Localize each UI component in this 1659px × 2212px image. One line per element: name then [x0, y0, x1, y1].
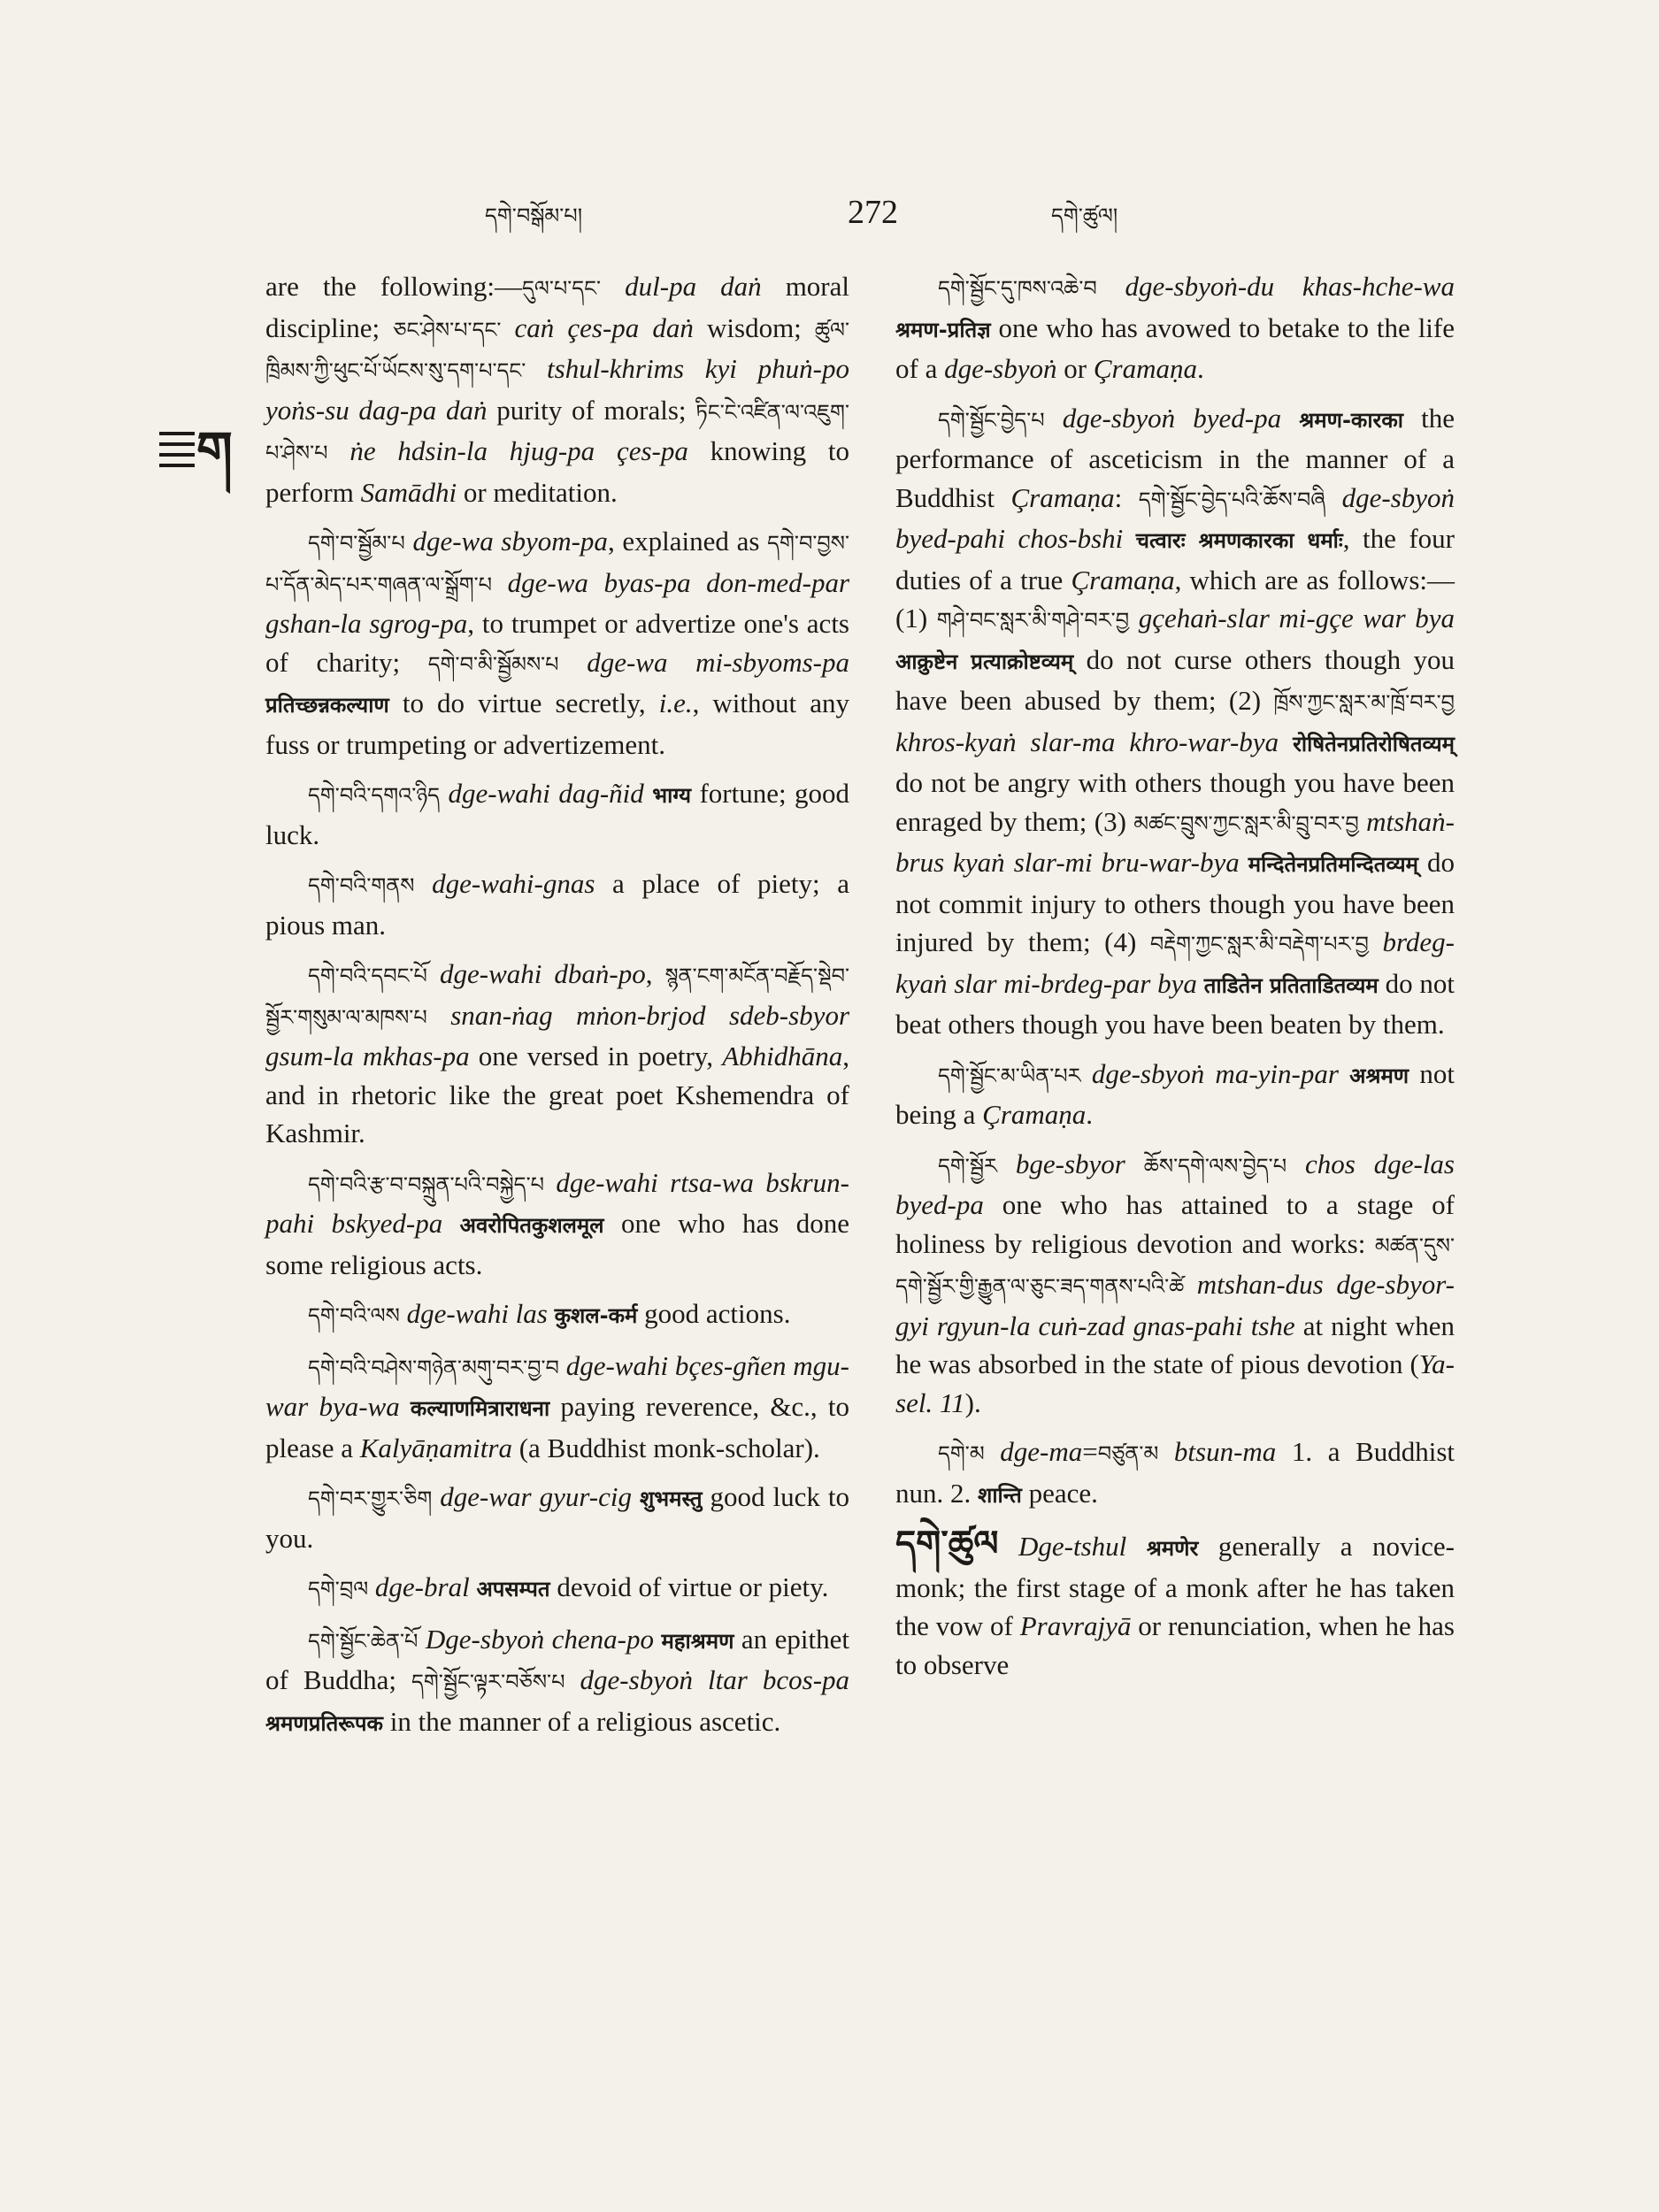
transliteration: dge-bral — [374, 1571, 470, 1602]
transliteration: dge-wa mi-sbyoms-pa — [587, 646, 850, 678]
definition-text — [432, 1481, 440, 1512]
transliteration: dge-wahi-gnas — [432, 868, 595, 899]
transliteration: btsun-ma — [1173, 1436, 1277, 1467]
tibetan-term: བཙུན་མ — [1097, 1441, 1159, 1466]
definition-text — [368, 1571, 375, 1602]
definition-text: . — [1196, 353, 1204, 384]
dictionary-entry — [265, 522, 849, 764]
definition-text: one who has attained to a stage of holiness by religious devotion and works: — [895, 1189, 1455, 1259]
definition-text — [440, 778, 448, 809]
transliteration: dge-wahi bçes-gñen mgu-war bya-wa — [265, 1349, 850, 1422]
definition-text — [1045, 403, 1063, 434]
tibetan-term: དགེ་མ — [938, 1441, 985, 1466]
definition-text: 1. a Buddhist nun. 2. — [895, 1436, 1455, 1509]
definition-text: do not be angry with others though you have been enraged by them; (3) — [895, 767, 1455, 837]
tibetan-term: ཅང་ཤེས་པ་དང་ — [393, 317, 502, 342]
transliteration: Dge-tshul — [1018, 1531, 1127, 1562]
transliteration: Çramaṇa — [1093, 353, 1197, 384]
definition-text: , the four duties of a true — [895, 523, 1455, 595]
transliteration: brdeg-kyaṅ slar mi-brdeg-par bya — [895, 926, 1455, 999]
tibetan-term: དགེ་བའི་གནས — [308, 873, 415, 898]
transliteration: Ya-sel. 11 — [895, 1348, 1455, 1418]
transliteration: dge-sbyoṅ ltar bcos-pa — [580, 1664, 850, 1695]
tibetan-term: མཚན་དུས་དགེ་སྦྱོར་གྱི་རྒྱུན་ལ་ཅུང་ཟད་གནས་པའི་ཚེ — [895, 1233, 1455, 1299]
tibetan-term: དགེ་སྦྱོང་མ་ཡིན་པར — [938, 1063, 1081, 1088]
sanskrit-term: कुशल-कर्म — [554, 1303, 638, 1328]
transliteration: dge-wahi las — [406, 1298, 548, 1329]
definition-text: devoid of virtue or piety. — [549, 1571, 829, 1602]
dictionary-entry — [265, 955, 849, 1153]
sanskrit-term: श्रमण-प्रतिज्ञ — [895, 317, 991, 342]
definition-text: , without any fuss or trumpeting or advertizement. — [265, 687, 849, 760]
margin-tibetan-letter: ག — [196, 420, 233, 480]
transliteration: dge-wa sbyom-pa — [412, 526, 608, 557]
definition-text — [1125, 1148, 1144, 1179]
transliteration: snan-ṅag mṅon-brjod sdeb-sbyor gsum-la mkhas-pa — [265, 999, 850, 1071]
definition-text: to do virtue secretly, — [388, 687, 659, 718]
tibetan-term: དགེ་བའི་རྩ་བ་བསྐྲུན་པའི་བསྐྱེད་པ — [308, 1171, 544, 1197]
transliteration: khros-kyaṅ slar-ma khro-war-bya — [895, 726, 1279, 757]
definition-text: generally a novice-monk; the first stage of a monk after he has taken the vow of — [895, 1531, 1455, 1641]
definition-text — [400, 1391, 411, 1422]
definition-text — [644, 778, 652, 809]
dictionary-entry — [895, 267, 1455, 388]
dictionary-entry — [895, 1145, 1455, 1423]
sanskrit-term: अवरोपितकुशलमूल — [459, 1213, 604, 1238]
transliteration: bge-sbyor — [1015, 1148, 1125, 1179]
sanskrit-term: आक्रुष्टेन प्रत्याक्रोष्टव्यम् — [895, 649, 1074, 674]
dictionary-entry — [265, 1294, 849, 1336]
definition-text — [1281, 403, 1299, 434]
tibetan-term: དགེ་བ་སྦྱོམ་པ — [308, 531, 405, 556]
sanskrit-term: रोषितेनप्रतिरोषितव्यम् — [1293, 731, 1455, 757]
transliteration: dge-war gyur-cig — [440, 1481, 632, 1512]
definition-text: in the manner of a religious ascetic. — [382, 1705, 781, 1737]
tibetan-term: བརྡེག་ཀྱང་སླར་མི་བརྡེག་པར་བྱ — [1149, 932, 1369, 956]
transliteration: gçehaṅ-slar mi-gçe war bya — [1138, 603, 1455, 634]
transliteration: dge-sbyoṅ ma-yin-par — [1091, 1057, 1339, 1089]
definition-text — [1325, 482, 1342, 513]
tibetan-term: དགེ་སྦྱོང་ལྟར་བཅོས་པ — [411, 1670, 565, 1694]
tibetan-term: དགེ་བྲལ — [308, 1577, 369, 1601]
definition-text — [601, 271, 625, 302]
left-column — [265, 267, 849, 1754]
definition-text: or renunciation, when he has to observe — [895, 1610, 1455, 1680]
dictionary-entry — [265, 1568, 849, 1609]
page-header — [0, 193, 1659, 246]
transliteration: ṅe hdsin-la hjug-pa çes-pa — [349, 435, 688, 466]
definition-text: , to trumpet or advertize one's acts of charity; — [265, 608, 849, 678]
tibetan-term: སྙན་ངག་མངོན་བརྗོད་སྡེབ་སྦྱོར་གསུམ་ལ་མཁས་པ — [265, 964, 850, 1030]
definition-text — [1279, 726, 1293, 757]
definition-text: ). — [964, 1386, 981, 1418]
tibetan-term: དགེ་བའི་དགའ་ཉིད — [308, 783, 441, 808]
dictionary-entry — [265, 774, 849, 854]
definition-text: one versed in poetry, — [469, 1041, 723, 1071]
definition-text: an epithet of Buddha; — [265, 1623, 849, 1695]
tibetan-term: དགེ་སྦྱོང་ཆེན་པོ — [308, 1628, 419, 1654]
definition-text — [501, 312, 514, 343]
tibetan-term: དགེ་སྦྱོང་བྱེད་པ — [938, 407, 1045, 433]
dictionary-entry — [265, 1620, 849, 1744]
definition-text — [1359, 806, 1366, 837]
definition-text: , explained as — [607, 526, 768, 557]
definition-text: moral discipline; — [265, 271, 850, 343]
tibetan-term: གཤེ་བང་སླར་མི་གཤེ་བར་བྱ — [936, 608, 1130, 633]
definition-text — [1240, 847, 1248, 878]
definition-text: or — [1056, 353, 1094, 384]
definition-text: the performance of asceticism in the manner of a Buddhist — [895, 402, 1455, 513]
definition-text — [400, 1298, 407, 1329]
definition-text: do not commit injury to others though you have been injured by them; (4) — [895, 847, 1455, 957]
definition-text: knowing to perform — [265, 435, 850, 508]
tibetan-term: དུལ་པ་དང་ — [521, 276, 602, 301]
sanskrit-term: भाग्य — [652, 783, 691, 808]
definition-text: . — [1086, 1099, 1094, 1130]
right-column — [895, 267, 1455, 1694]
tibetan-term: དགེ་བའི་དབང་པོ — [308, 964, 427, 988]
sanskrit-term: शान्ति — [978, 1482, 1022, 1508]
definition-text — [1184, 1269, 1197, 1300]
sanskrit-term: शुभमस्तु — [639, 1486, 703, 1511]
dictionary-entry — [265, 267, 849, 511]
transliteration: i.e. — [658, 687, 693, 718]
tibetan-term: དགེ་བའི་ལས — [308, 1303, 400, 1328]
sanskrit-term: श्रमण-कारका — [1299, 407, 1404, 433]
transliteration: Çramaṇa — [1010, 481, 1115, 513]
transliteration: dge-wa byas-pa don-med-par gshan-la sgrog-pa — [265, 566, 850, 639]
transliteration: chos dge-las byed-pa — [895, 1148, 1455, 1220]
header-left-word: དགེ་བསྒོམ་པ། — [485, 204, 583, 228]
definition-text — [559, 647, 588, 678]
dictionary-entry — [265, 1478, 849, 1557]
definition-text: or meditation. — [457, 476, 618, 508]
definition-text — [632, 1481, 640, 1512]
definition-text — [427, 958, 440, 989]
definition-text: , which are as follows:—(1) — [895, 564, 1455, 634]
headword: དགེ་ཚུལ — [895, 1524, 999, 1564]
transliteration: Çramaṇa — [1071, 564, 1175, 595]
tibetan-term: ཁྲོས་ཀྱང་སླར་མ་ཁྲོ་བར་བྱ — [1273, 690, 1455, 715]
sanskrit-term: कल्याणमित्राराधना — [410, 1396, 550, 1421]
definition-text — [1339, 1058, 1349, 1089]
definition-text: (a Buddhist monk-scholar). — [511, 1432, 820, 1463]
sanskrit-term: अश्रमण — [1349, 1063, 1409, 1088]
definition-text: at night when he was absorbed in the state of pious devotion ( — [895, 1310, 1455, 1379]
dictionary-entry — [265, 864, 849, 944]
definition-text: one who has avowed to betake to the life of a — [895, 311, 1455, 384]
definition-text — [442, 1208, 459, 1239]
definition-text: a place of piety; a pious man. — [265, 868, 849, 941]
sanskrit-term: चत्वारः श्रमणकारका धर्माः — [1135, 528, 1343, 553]
definition-text — [492, 567, 508, 598]
definition-text: peace. — [1021, 1477, 1098, 1509]
sanskrit-term: श्रमणप्रतिरूपक — [265, 1710, 383, 1736]
dictionary-entry — [265, 1347, 849, 1468]
definition-text — [427, 1000, 451, 1031]
dictionary-entry — [265, 1164, 849, 1285]
definition-text — [544, 1167, 556, 1198]
transliteration: dge-wahi dbaṅ-po — [440, 958, 646, 989]
tibetan-term: དགེ་བ་མི་སྦྱོམས་པ — [427, 651, 559, 677]
tibetan-term: དགེ་བ་བྱས་པ་དོན་མེད་པར་གཞན་ལ་སྒྲོག་པ — [265, 531, 850, 597]
definition-text: = — [1082, 1436, 1098, 1467]
definition-text: purity of morals; — [487, 394, 696, 426]
definition-text: wisdom; — [693, 311, 815, 343]
definition-text — [526, 353, 547, 384]
transliteration: dge-sbyoṅ-du khas-hche-wa — [1125, 271, 1455, 302]
definition-text — [328, 435, 350, 466]
tibetan-term: ཏིང་ངེ་འཛིན་ལ་འཇུག་པ་ཤེས་པ — [265, 399, 849, 465]
transliteration: dul-pa daṅ — [625, 271, 762, 302]
tibetan-term: དགེ་བར་གྱུར་ཅིག — [308, 1486, 433, 1511]
page-number: 272 — [848, 194, 898, 231]
definition-text: , and in rhetoric like the great poet Kshemendra of Kashmir. — [265, 1041, 850, 1148]
tibetan-term: དགེ་སྦྱོར — [938, 1153, 997, 1179]
transliteration: dge-wahi rtsa-wa bskrun-pahi bskyed-pa — [265, 1166, 849, 1239]
tibetan-term: མཚང་བྲུས་ཀྱང་སླར་མི་བྲུ་བར་བྱ — [1133, 810, 1359, 836]
transliteration: Pravrajyā — [1019, 1610, 1132, 1641]
definition-text — [985, 1436, 1001, 1467]
definition-text — [998, 1531, 1018, 1562]
definition-text: : — [1114, 481, 1139, 513]
dictionary-entry — [895, 1432, 1455, 1515]
header-right-word: དགེ་ཚུལ། — [1051, 204, 1118, 228]
sanskrit-term: प्रतिच्छन्नकल्याण — [265, 693, 389, 718]
definition-text: paying reverence, &c., to please a — [265, 1391, 849, 1463]
transliteration: dge-ma — [1000, 1436, 1083, 1467]
dictionary-entry — [895, 1055, 1455, 1134]
definition-text: one who has done some religious acts. — [265, 1208, 850, 1280]
transliteration: Dge-sbyoṅ chena-po — [425, 1623, 654, 1655]
transliteration: mtshan-dus dge-sbyor-gyi rgyun-la cuṅ-zad gnas-pahi tshe — [895, 1269, 1455, 1341]
sanskrit-term: मन्दितेनप्रतिमन्दितव्यम् — [1248, 852, 1418, 877]
sanskrit-term: ताडितेन प्रतिताडितव्यम — [1203, 972, 1379, 998]
transliteration: tshul-khrims kyi phuṅ-po yoṅs-su dag-pa daṅ — [265, 353, 849, 426]
transliteration: Abhidhāna — [722, 1041, 843, 1071]
sanskrit-term: श्रमणेर — [1146, 1536, 1199, 1561]
transliteration: mtshaṅ-brus kyaṅ slar-mi bru-war-bya — [895, 805, 1455, 878]
definition-text — [1197, 968, 1204, 999]
definition-text — [1081, 1058, 1092, 1089]
tibetan-term: ཚུལ་ཁྲིམས་ཀྱི་ཕུང་པོ་ཡོངས་སུ་དག་པ་དང་ — [265, 317, 849, 383]
definition-text — [565, 1664, 580, 1695]
definition-text: are the following:— — [265, 271, 522, 302]
transliteration: dge-sbyoṅ — [944, 353, 1057, 384]
definition-text — [997, 1148, 1016, 1179]
definition-text: not being a — [895, 1057, 1455, 1130]
definition-text: fortune; good luck. — [265, 778, 850, 850]
transliteration: dge-sbyoṅ byed-pa — [1062, 402, 1282, 434]
definition-text: good luck to you. — [265, 1481, 850, 1554]
margin-index-mark — [156, 419, 253, 490]
transliteration: dge-sbyoṅ byed-pahi chos-bshi — [895, 481, 1455, 554]
sanskrit-term: महाश्रमण — [661, 1628, 734, 1654]
tibetan-term: དགེ་སྦྱོང་བྱེད་པའི་ཆོས་བཞི — [1138, 487, 1326, 512]
definition-text — [548, 1298, 555, 1329]
transliteration: Çramaṇa — [982, 1099, 1087, 1130]
transliteration: dge-wahi dag-ñid — [448, 778, 644, 809]
dictionary-entry — [895, 1525, 1455, 1684]
tibetan-term: ཆོས་དགེ་ལས་བྱེད་པ — [1143, 1153, 1287, 1179]
tibetan-term: དགེ་བའི་བཤེས་གཉེན་མགུ་བར་བྱ་བ — [308, 1355, 559, 1380]
dictionary-entry — [895, 399, 1455, 1044]
sanskrit-term: अपसम्पत — [476, 1577, 550, 1601]
tibetan-term: དགེ་སྦྱོང་དུ་ཁས་འཆེ་བ — [938, 276, 1097, 301]
definition-text — [1369, 926, 1383, 957]
transliteration: Kalyāṇamitra — [359, 1432, 512, 1463]
definition-text: do not curse others though you have been abused by them; (2) — [895, 643, 1455, 716]
definition-text: , — [645, 958, 665, 989]
definition-text — [559, 1350, 566, 1381]
definition-text — [1123, 523, 1135, 554]
definition-text: good actions. — [637, 1298, 791, 1329]
definition-text — [1158, 1436, 1174, 1467]
transliteration: caṅ çes-pa daṅ — [514, 311, 694, 343]
transliteration: Samādhi — [360, 476, 457, 508]
definition-text — [1129, 603, 1139, 634]
definition-text — [1126, 1531, 1147, 1562]
definition-text — [418, 1624, 425, 1655]
definition-text — [1097, 271, 1125, 302]
definition-text — [414, 868, 432, 899]
definition-text — [1286, 1148, 1305, 1179]
definition-text: do not beat others though you have been beaten by them. — [895, 967, 1455, 1040]
